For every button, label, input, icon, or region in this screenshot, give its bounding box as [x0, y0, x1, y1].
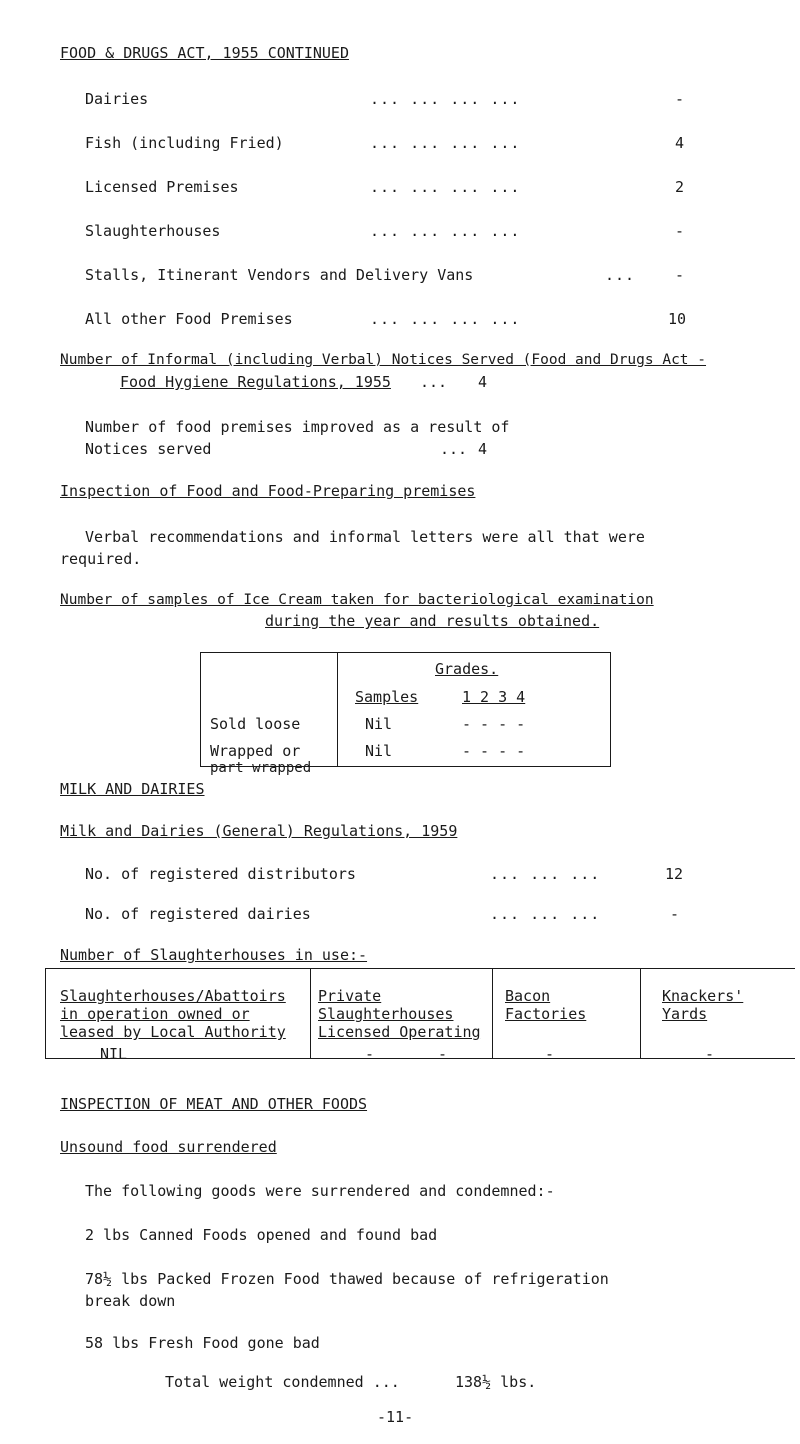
total-value: 138½ lbs. — [455, 1373, 537, 1391]
row-grades: - - - - — [462, 715, 526, 733]
improved-line2: Notices served — [85, 440, 212, 458]
improved-line1: Number of food premises improved as a result of — [85, 418, 510, 436]
meat-heading: INSPECTION OF MEAT AND OTHER FOODS — [60, 1095, 368, 1113]
col-bacon-line2: Factories — [505, 1005, 587, 1023]
premises-label-other: All other Food Premises — [85, 310, 293, 328]
row-grades: - - - - — [462, 742, 526, 760]
col-slaughterhouses-line2: in operation owned or — [60, 1005, 250, 1023]
milk-regulations: Milk and Dairies (General) Regulations, 1959 — [60, 822, 458, 840]
row-label: Wrapped or — [210, 742, 301, 760]
col-private-line3: Licensed Operating — [318, 1023, 481, 1041]
page-number: -11- — [377, 1408, 414, 1426]
inspection-text: Verbal recommendations and informal letters were all that were — [85, 528, 645, 546]
notices-heading: Number of Informal (including Verbal) Notices Served (Food and Drugs Act - — [60, 352, 707, 368]
icecream-heading-line2: during the year and results obtained. — [265, 612, 600, 630]
premises-value: - — [675, 222, 685, 240]
col-slaughterhouses: Slaughterhouses/Abattoirs — [60, 987, 286, 1005]
premises-label-licensed: Licensed Premises — [85, 178, 239, 196]
meat-item: 2 lbs Canned Foods opened and found bad — [85, 1226, 438, 1244]
grade-numbers: 1 2 3 4 — [462, 688, 526, 706]
row-samples: Nil — [365, 715, 393, 733]
leader-dots: ... ... ... — [490, 865, 601, 883]
notices-heading-line2: Food Hygiene Regulations, 1955 — [120, 373, 391, 391]
distributors-label: No. of registered distributors — [85, 865, 356, 883]
col-slaughterhouses-line3: leased by Local Authority — [60, 1023, 286, 1041]
meat-item: 58 lbs Fresh Food gone bad — [85, 1334, 320, 1352]
col-private-line2: Slaughterhouses — [318, 1005, 454, 1023]
improved-value: 4 — [478, 440, 488, 458]
total-label: Total weight condemned ... — [165, 1373, 400, 1391]
icecream-heading: Number of samples of Ice Cream taken for bacteriological examination — [60, 592, 654, 608]
premises-value: - — [675, 90, 685, 108]
meat-subheading: Unsound food surrendered — [60, 1138, 277, 1156]
premises-value: 2 — [675, 178, 685, 196]
leader-dots: ... ... ... — [490, 905, 601, 923]
col-private: Private — [318, 987, 382, 1005]
row-label-cont: part wrapped — [210, 760, 312, 776]
leader-dots: ... ... ... ... — [370, 310, 521, 328]
leader-dots: ... ... ... ... — [370, 90, 521, 108]
leader-dots: ... ... ... ... — [370, 134, 521, 152]
leader-dots: ... — [420, 373, 448, 391]
milk-heading: MILK AND DAIRIES — [60, 780, 205, 798]
value-dash: - — [438, 1045, 448, 1063]
page-header: FOOD & DRUGS ACT, 1955 CONTINUED — [60, 44, 349, 62]
premises-label-dairies: Dairies — [85, 90, 149, 108]
distributors-value: 12 — [665, 865, 684, 883]
value-dash: - — [705, 1045, 715, 1063]
notices-value: 4 — [478, 373, 488, 391]
value-dash: - — [365, 1045, 375, 1063]
leader-dots: ... ... ... ... — [370, 178, 521, 196]
col-samples: Samples — [355, 688, 419, 706]
value-nil: NIL — [100, 1045, 128, 1063]
row-label: Sold loose — [210, 715, 301, 733]
row-samples: Nil — [365, 742, 393, 760]
inspection-heading: Inspection of Food and Food-Preparing premises — [60, 482, 476, 500]
premises-value: 4 — [675, 134, 685, 152]
leader-dots: ... ... ... ... — [370, 222, 521, 240]
meat-item-cont: break down — [85, 1292, 176, 1310]
slaughter-heading: Number of Slaughterhouses in use:- — [60, 946, 368, 964]
col-knackers-line2: Yards — [662, 1005, 708, 1023]
leader-dots: ... — [605, 266, 636, 284]
leader-dots: ... — [440, 440, 468, 458]
premises-label-stalls: Stalls, Itinerant Vendors and Delivery Vans — [85, 266, 474, 284]
dairies-value: - — [670, 905, 680, 923]
inspection-text-cont: required. — [60, 550, 142, 568]
premises-value: - — [675, 266, 685, 284]
col-bacon: Bacon — [505, 987, 551, 1005]
meat-intro: The following goods were surrendered and condemned:- — [85, 1182, 555, 1200]
premises-label-fish: Fish (including Fried) — [85, 134, 284, 152]
value-dash: - — [545, 1045, 555, 1063]
col-knackers: Knackers' — [662, 987, 744, 1005]
meat-item: 78½ lbs Packed Frozen Food thawed because of refrigeration — [85, 1270, 609, 1288]
dairies-label: No. of registered dairies — [85, 905, 311, 923]
premises-label-slaughterhouses: Slaughterhouses — [85, 222, 221, 240]
premises-value: 10 — [668, 310, 687, 328]
col-grades: Grades. — [435, 660, 499, 678]
